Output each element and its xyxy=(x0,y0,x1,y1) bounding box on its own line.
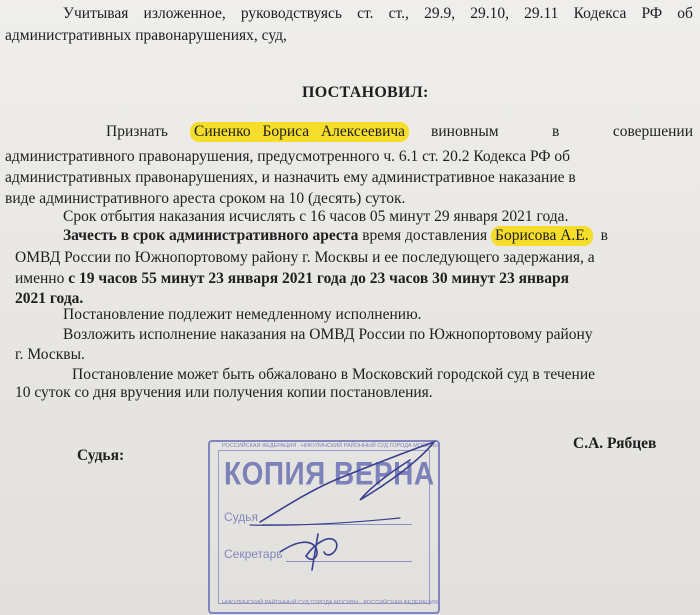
ruling-line-4: виде административного ареста сроком на 10 (десять) суток. xyxy=(5,190,406,207)
ruling-recognize-word: Признать xyxy=(106,123,168,140)
stamp-top-text: РОССИЙСКАЯ ФЕДЕРАЦИЯ · НИКУЛИНСКИЙ РАЙОННЫЙ СУД ГОРОДА МОСКВЫ xyxy=(222,443,438,449)
intro-word-3: ст. xyxy=(357,5,374,22)
credit-bold-text: Зачесть в срок административного ареста xyxy=(63,227,359,244)
credit-line-3 xyxy=(15,269,569,289)
ruling-word-2: совершении xyxy=(612,123,693,140)
intro-word-4: ст., xyxy=(388,5,409,22)
secretary-signature-stroke xyxy=(280,534,337,570)
intro-word-10: об xyxy=(677,5,693,22)
appeal-line-1: Постановление может быть обжаловано в Московский городской суд в течение xyxy=(72,366,595,383)
stamp-secretary-label: Секретарь xyxy=(224,547,283,561)
intro-word-9: РФ xyxy=(641,5,663,22)
judge-signature-stroke xyxy=(260,442,434,522)
credit-tail-text: в xyxy=(600,227,608,244)
ruling-line-1 xyxy=(106,122,693,142)
credit-mid-text: время доставления xyxy=(358,227,492,244)
credit-line-3-start: именно xyxy=(15,270,69,287)
ruling-word-0: виновным xyxy=(431,123,499,140)
term-start-text: Срок отбытия наказания исчислять с 16 часов 05 минут 29 января 2021 года. xyxy=(63,208,569,225)
judge-label: Судья: xyxy=(77,447,125,464)
highlighted-name-borisov: Борисова А.Е. xyxy=(491,226,593,246)
credit-line-1 xyxy=(63,226,693,246)
credit-line-2: ОМВД России по Южнопортовому району г. Москвы и ее последующего задержания, а xyxy=(15,249,595,266)
intro-word-6: 29.10, xyxy=(470,5,509,22)
stamp-title: КОПИЯ ВЕРНА xyxy=(224,455,435,492)
execution-line-2: г. Москвы. xyxy=(15,346,85,363)
ruling-word-1: в xyxy=(552,123,560,140)
intro-line-1 xyxy=(63,4,693,24)
handwritten-signatures xyxy=(220,430,460,590)
intro-word-0: Учитывая xyxy=(63,5,129,22)
intro-word-8: Кодекса xyxy=(573,5,627,22)
judge-signature-tail xyxy=(250,518,400,525)
intro-word-1: изложенное, xyxy=(143,5,226,22)
ruling-heading: ПОСТАНОВИЛ: xyxy=(302,84,429,101)
credit-detention-period: с 19 часов 55 минут 23 января 2021 года до 23 часов 30 минут 23 января xyxy=(68,270,570,287)
intro-word-5: 29.9, xyxy=(424,5,456,22)
stamp-judge-label: Судья xyxy=(224,510,259,524)
credit-line-4: 2021 года. xyxy=(15,290,84,307)
ruling-line-1-rest xyxy=(431,122,693,142)
ruling-line-2: административного правонарушения, предусмотренного ч. 6.1 ст. 20.2 Кодекса РФ об xyxy=(5,148,571,165)
appeal-line-2: 10 суток со дня вручения или получения копии постановления. xyxy=(15,384,433,401)
ruling-line-3: административных правонарушениях, и назначить ему административное наказание в xyxy=(5,169,576,186)
judge-name: С.А. Рябцев xyxy=(573,435,657,452)
stamp-bottom-text: НИКУЛИНСКИЙ РАЙОННЫЙ СУД ГОРОДА МОСКВЫ · РОССИЙСКАЯ ФЕДЕРАЦИЯ xyxy=(222,600,438,606)
highlighted-name-sinenko: Синенко Бориса Алексеевича xyxy=(190,122,409,142)
intro-line-2: административных правонарушениях, суд, xyxy=(5,27,287,44)
intro-word-7: 29.11 xyxy=(524,5,559,22)
execution-line-1: Возложить исполнение наказания на ОМВД России по Южнопортовому району xyxy=(63,326,593,343)
intro-word-2: руководствуясь xyxy=(240,5,342,22)
immediate-execution-text: Постановление подлежит немедленному исполнению. xyxy=(63,306,422,323)
